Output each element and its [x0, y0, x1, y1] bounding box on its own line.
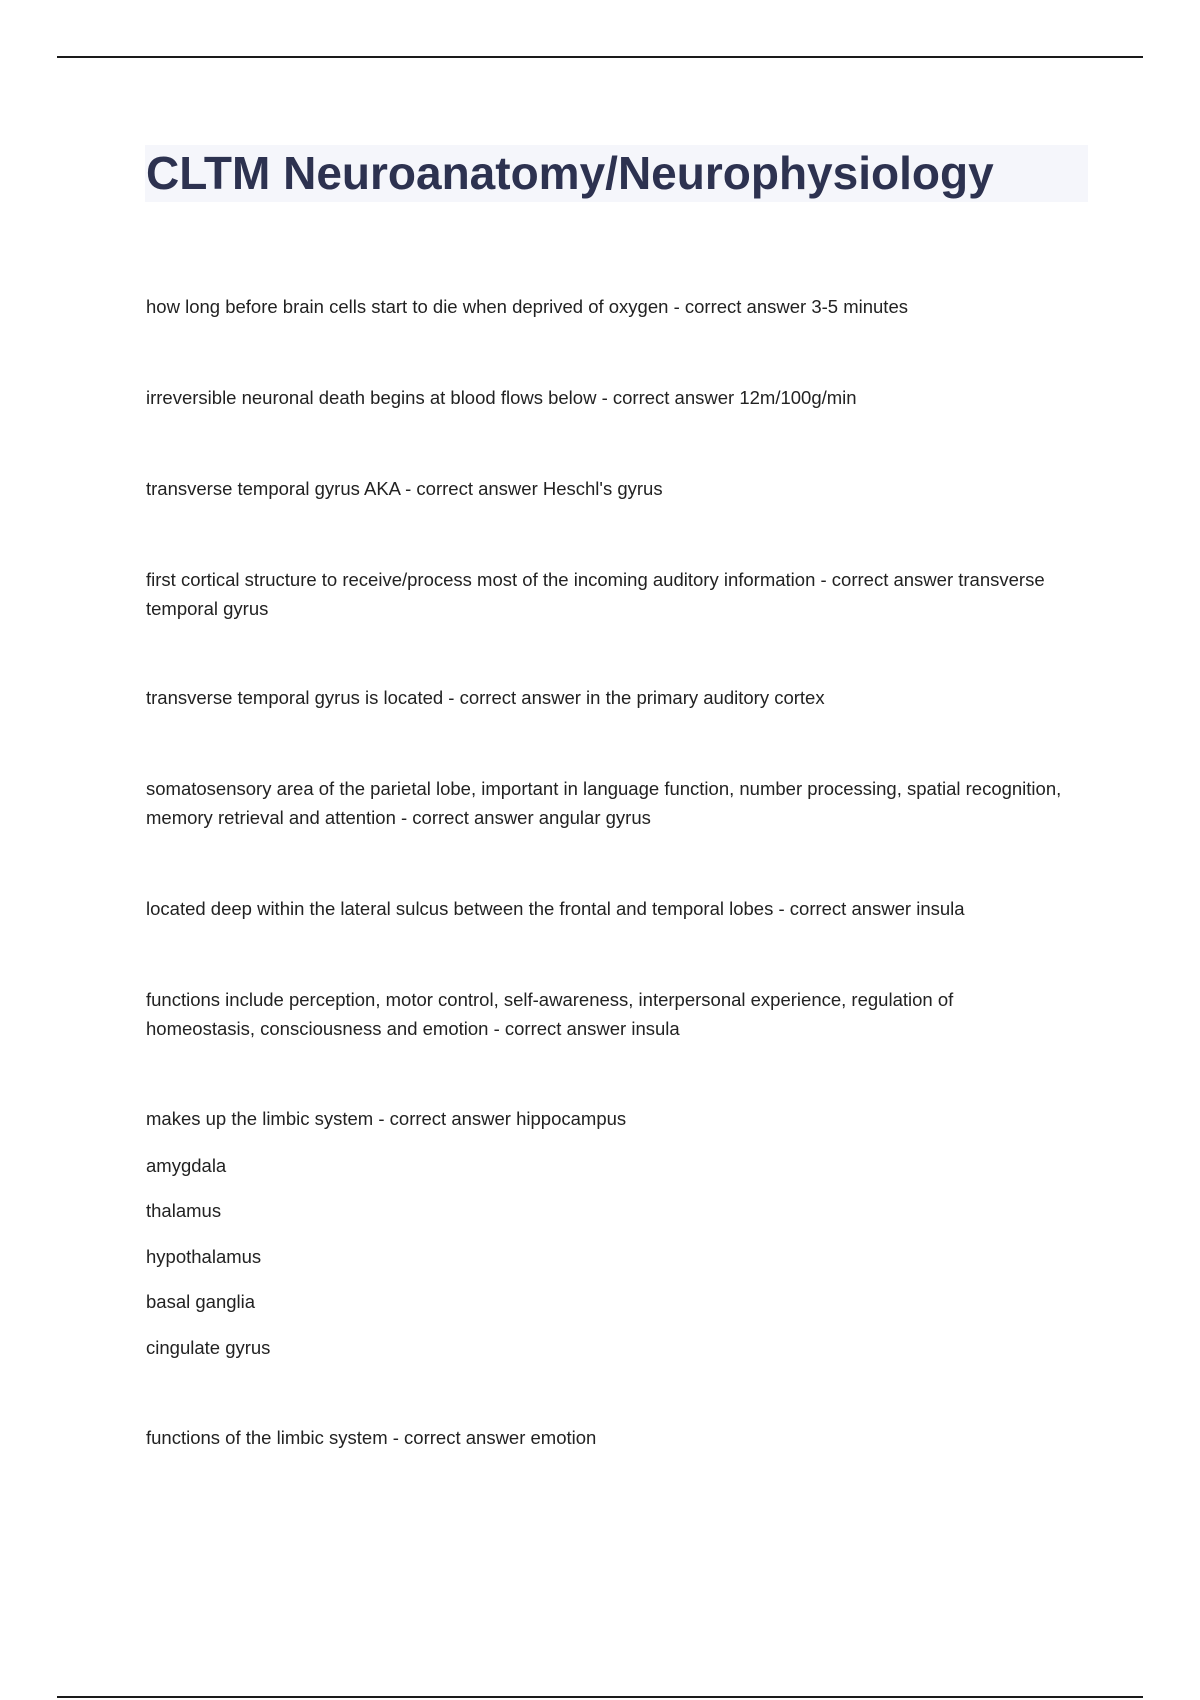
- footer-rule: [57, 1696, 1143, 1698]
- qa-entry: transverse temporal gyrus AKA - correct answer Heschl's gyrus: [146, 478, 663, 499]
- qa-entry: located deep within the lateral sulcus between the frontal and temporal lobes - correct answer insula: [146, 898, 965, 919]
- limbic-list-item: amygdala: [146, 1155, 227, 1176]
- limbic-list-item: thalamus: [146, 1200, 222, 1221]
- qa-entry: how long before brain cells start to die when deprived of oxygen - correct answer 3-5 minutes: [146, 296, 908, 317]
- limbic-list-item: cingulate gyrus: [146, 1337, 271, 1358]
- limbic-list-item: hypothalamus: [146, 1246, 262, 1267]
- qa-entry: irreversible neuronal death begins at blood flows below - correct answer 12m/100g/min: [146, 387, 857, 408]
- limbic-list-item: basal ganglia: [146, 1291, 256, 1312]
- header-rule: [57, 56, 1143, 58]
- qa-entry: makes up the limbic system - correct answer hippocampus: [146, 1108, 627, 1129]
- qa-entry: functions include perception, motor control, self-awareness, interpersonal experience, regulation of homeostasis, consciousness and emotion - correct answer insula: [146, 989, 954, 1039]
- document-title: CLTM Neuroanatomy/Neurophysiology: [146, 147, 994, 199]
- qa-entry: transverse temporal gyrus is located - correct answer in the primary auditory cortex: [146, 687, 825, 708]
- qa-entry: first cortical structure to receive/process most of the incoming auditory information - correct answer transverse temporal gyrus: [146, 569, 1045, 619]
- qa-entry: somatosensory area of the parietal lobe, important in language function, number processing, spatial recognition, memory retrieval and attention - correct answer angular gyrus: [146, 778, 1062, 828]
- qa-entry: functions of the limbic system - correct answer emotion: [146, 1427, 597, 1448]
